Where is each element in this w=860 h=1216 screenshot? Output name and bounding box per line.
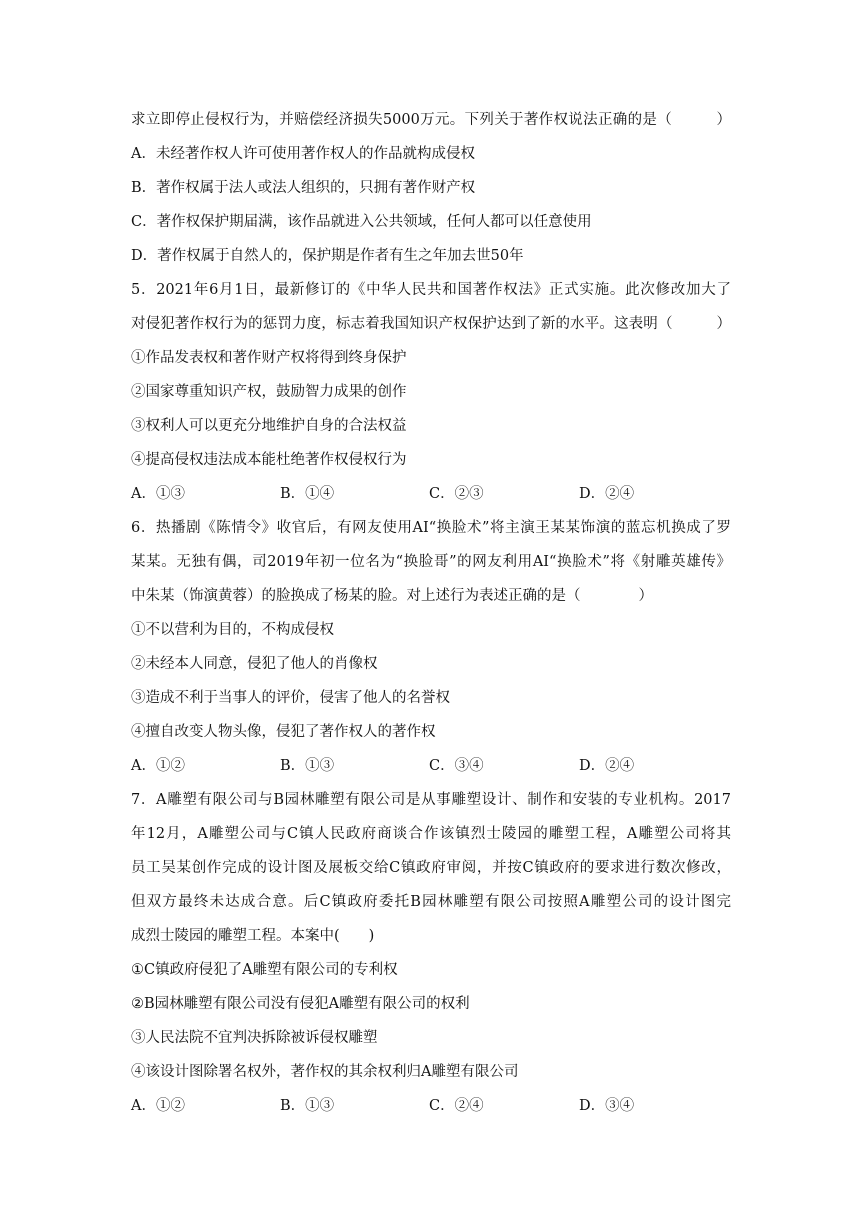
q7-option-a: A．①②: [131, 1098, 185, 1114]
q5-option-d: D．②④: [579, 486, 635, 502]
q5-item-1: ①作品发表权和著作财产权将得到终身保护: [131, 350, 407, 366]
q4-stem-line: 求立即停止侵权行为，并赔偿经济损失5000万元。下列关于著作权说法正确的是（ ）: [131, 112, 731, 128]
q6-option-b: B．①③: [280, 758, 335, 774]
q6-item-1: ①不以营利为目的，不构成侵权: [131, 622, 334, 638]
q7-stem-line: 但双方最终未达成合意。后C镇政府委托B园林雕塑有限公司按照A雕塑公司的设计图完: [131, 894, 731, 910]
q7-item-3: ③人民法院不宜判决拆除被诉侵权雕塑: [131, 1030, 378, 1046]
q5-item-2: ②国家尊重知识产权，鼓励智力成果的创作: [131, 384, 407, 400]
q7-stem-line: 成烈士陵园的雕塑工程。本案中( ): [131, 928, 375, 944]
q7-option-d: D．③④: [579, 1098, 635, 1114]
q5-option-b: B．①④: [280, 486, 335, 502]
q7-item-1: ①C镇政府侵犯了A雕塑有限公司的专利权: [131, 962, 398, 978]
q5-stem-line: 5．2021年6月1日，最新修订的《中华人民共和国著作权法》正式实施。此次修改加大了: [131, 282, 731, 298]
q4-choice-d: D．著作权属于自然人的，保护期是作者有生之年加去世50年: [131, 248, 524, 264]
q6-stem-line: 中朱某（饰演黄蓉）的脸换成了杨某的脸。对上述行为表述正确的是（ ）: [131, 588, 653, 604]
q5-item-3: ③权利人可以更充分地维护自身的合法权益: [131, 418, 407, 434]
q6-item-2: ②未经本人同意，侵犯了他人的肖像权: [131, 656, 378, 672]
q6-option-d: D．②④: [579, 758, 635, 774]
q7-option-b: B．①③: [280, 1098, 335, 1114]
q7-item-2: ②B园林雕塑有限公司没有侵犯A雕塑有限公司的权利: [131, 996, 470, 1012]
q7-stem-line: 员工吴某创作完成的设计图及展板交给C镇政府审阅，并按C镇政府的要求进行数次修改，: [131, 860, 731, 876]
q6-stem-line: 某某。无独有偶，司2019年初一位名为“换脸哥”的网友利用AI“换脸术”将《射雕英雄传》: [131, 554, 731, 570]
q6-item-3: ③造成不利于当事人的评价，侵害了他人的名誉权: [131, 690, 450, 706]
q7-item-4: ④该设计图除署名权外，著作权的其余权利归A雕塑有限公司: [131, 1064, 519, 1080]
q6-option-c: C．③④: [429, 758, 484, 774]
q6-item-4: ④擅自改变人物头像，侵犯了著作权人的著作权: [131, 724, 436, 740]
q4-choice-b: B．著作权属于法人或法人组织的，只拥有著作财产权: [131, 180, 476, 196]
q5-stem-line: 对侵犯著作权行为的惩罚力度，标志着我国知识产权保护达到了新的水平。这表明（ ）: [131, 316, 731, 332]
q5-option-a: A．①③: [131, 486, 185, 502]
q7-stem-line: 7．A雕塑有限公司与B园林雕塑有限公司是从事雕塑设计、制作和安装的专业机构。2017: [131, 792, 731, 808]
q4-choice-a: A．未经著作权人许可使用著作权人的作品就构成侵权: [131, 146, 475, 162]
q4-choice-c: C．著作权保护期届满，该作品就进入公共领域，任何人都可以任意使用: [131, 214, 592, 230]
q5-option-c: C．②③: [429, 486, 484, 502]
q7-stem-line: 年12月，A雕塑公司与C镇人民政府商谈合作该镇烈士陵园的雕塑工程，A雕塑公司将其: [131, 826, 731, 842]
q5-item-4: ④提高侵权违法成本能杜绝著作权侵权行为: [131, 452, 407, 468]
q7-option-c: C．②④: [429, 1098, 484, 1114]
q6-option-a: A．①②: [131, 758, 185, 774]
q6-stem-line: 6．热播剧《陈情令》收官后，有网友使用AI“换脸术”将主演王某某饰演的蓝忘机换成了罗: [131, 520, 731, 536]
